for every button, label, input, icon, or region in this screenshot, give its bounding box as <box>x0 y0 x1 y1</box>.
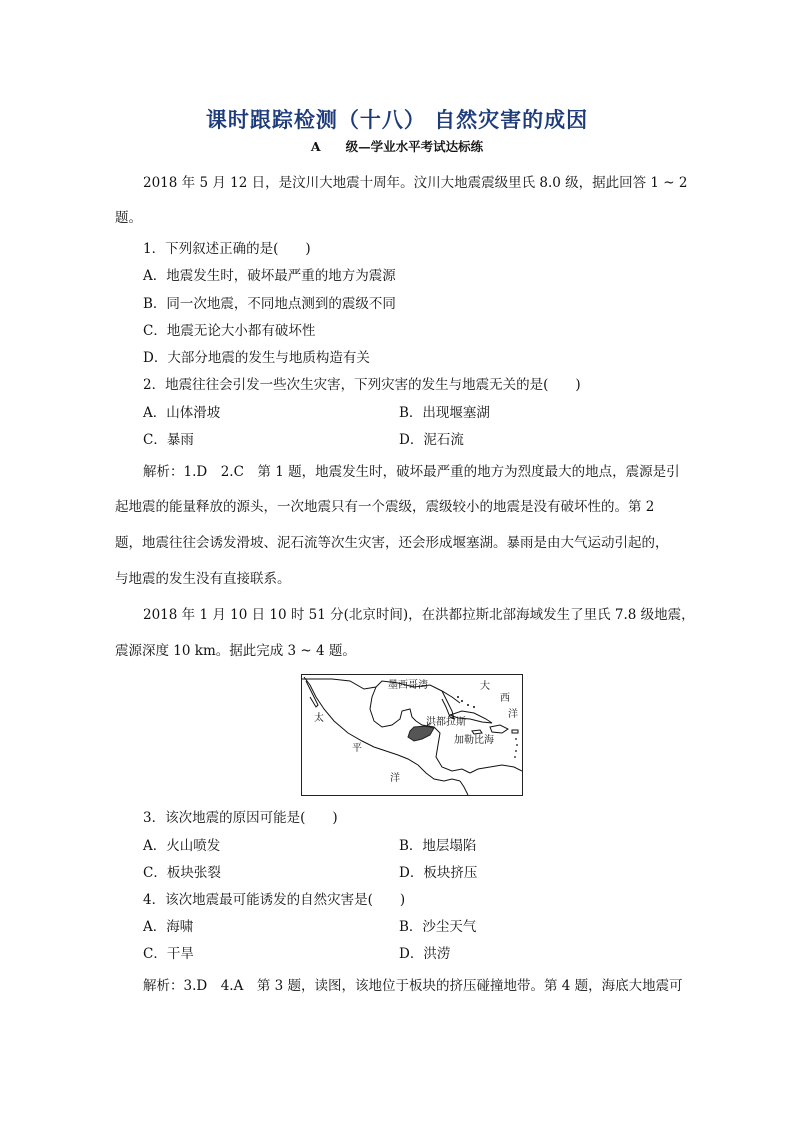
q4-option-b: B．沙尘天气 <box>399 919 477 935</box>
q4-option-a: A．海啸 <box>143 919 194 935</box>
map-label-pacific-1: 太 <box>314 713 324 724</box>
map-label-pacific-2: 平 <box>352 743 362 754</box>
map-label-pacific-3: 洋 <box>390 773 400 784</box>
map-label-caribbean: 加勒比海 <box>454 735 494 746</box>
map-label-gulf-of-mexico: 墨西哥湾 <box>388 680 428 691</box>
q1-option-d: D．大部分地震的发生与地质构造有关 <box>143 350 370 366</box>
q3-option-a: A．火山喷发 <box>143 838 221 854</box>
intro-1-line-1: 2018 年 5 月 12 日，是汶川大地震十周年。汶川大地震震级里氏 8.0 级，据此回答 1 ~ 2 <box>143 175 688 191</box>
q3-stem: 3．该次地震的原因可能是( ) <box>143 810 338 826</box>
q4-stem: 4．该次地震最可能诱发的自然灾害是( ) <box>143 892 406 908</box>
page-subtitle: A 级—学业水平考试达标练 <box>310 139 484 154</box>
analysis-1-line-2: 起地震的能量释放的源头，一次地震只有一个震级，震级较小的地震是没有破坏性的。第 2 <box>115 499 655 515</box>
q2-option-b: B．出现堰塞湖 <box>399 405 490 421</box>
intro-2-line-2: 震源深度 10 km。据此完成 3 ~ 4 题。 <box>115 643 356 659</box>
analysis-1-line-3: 题，地震往往会诱发滑坡、泥石流等次生灾害，还会形成堰塞湖。暴雨是由大气运动引起的， <box>115 535 669 551</box>
intro-2-line-1: 2018 年 1 月 10 日 10 时 51 分(北京时间)，在洪都拉斯北部海域发生了里氏 7.8 级地震， <box>143 607 695 623</box>
q3-option-b: B．地层塌陷 <box>399 838 477 854</box>
page-title: 课时跟踪检测（十八） 自然灾害的成因 <box>205 107 589 132</box>
q1-stem: 1．下列叙述正确的是( ) <box>143 241 311 257</box>
analysis-1-line-1: 解析：1.D 2.C 第 1 题，地震发生时，破坏最严重的地方为烈度最大的地点，震源是引 <box>143 464 680 480</box>
q3-option-c: C．板块张裂 <box>143 865 221 881</box>
q1-option-c: C．地震无论大小都有破坏性 <box>143 323 316 339</box>
map-label-atlantic-3: 洋 <box>508 709 518 720</box>
q2-option-d: D．泥石流 <box>399 432 464 448</box>
analysis-1-line-4: 与地震的发生没有直接联系。 <box>115 571 291 587</box>
q2-option-a: A．山体滑坡 <box>143 405 221 421</box>
intro-1-line-2: 题。 <box>115 210 142 226</box>
central-america-map <box>301 674 523 796</box>
q4-option-d: D．洪涝 <box>399 946 451 962</box>
map-label-atlantic-2: 西 <box>500 693 510 704</box>
analysis-2-line-1: 解析：3.D 4.A 第 3 题，读图，该地位于板块的挤压碰撞地带。第 4 题，海底大地震可 <box>143 978 683 994</box>
q3-option-d: D．板块挤压 <box>399 865 478 881</box>
q1-option-a: A．地震发生时，破坏最严重的地方为震源 <box>143 268 396 284</box>
q4-option-c: C．干旱 <box>143 946 194 962</box>
q2-stem: 2．地震往往会引发一些次生灾害，下列灾害的发生与地震无关的是( ) <box>143 377 581 393</box>
q1-option-b: B．同一次地震，不同地点测到的震级不同 <box>143 296 396 312</box>
map-label-honduras: 洪都拉斯 <box>426 717 466 728</box>
map-label-atlantic-1: 大 <box>480 681 490 692</box>
q2-option-c: C．暴雨 <box>143 432 194 448</box>
